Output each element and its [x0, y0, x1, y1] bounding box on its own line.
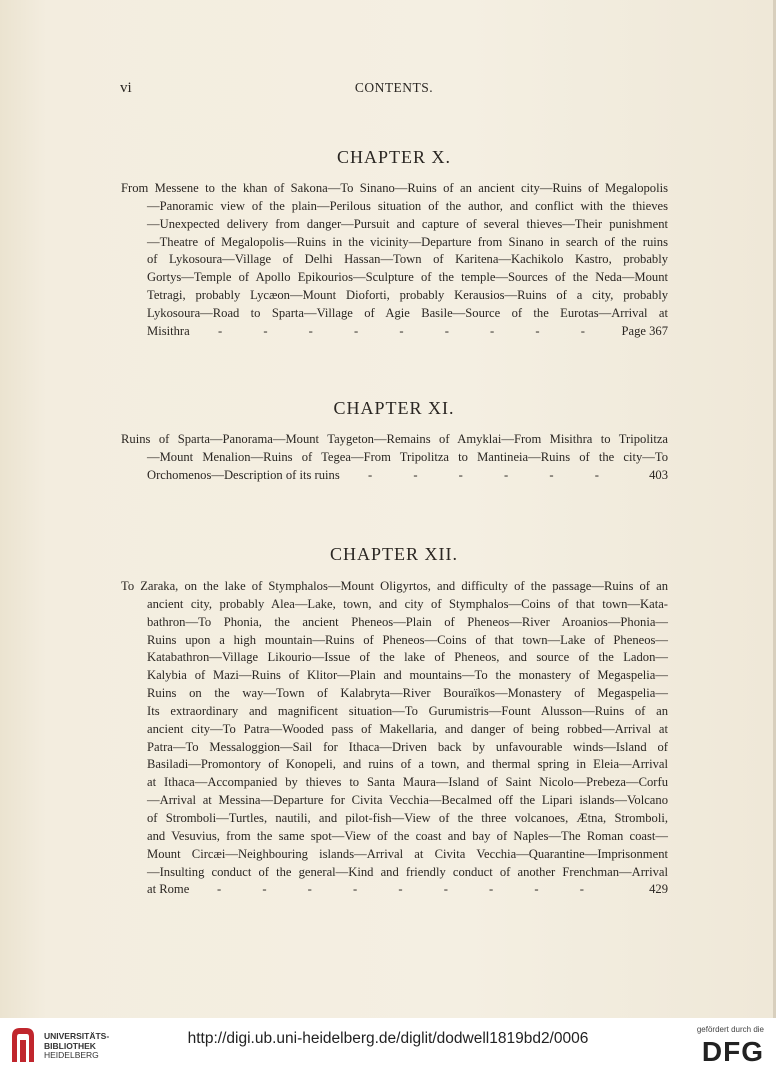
synopsis-line: at Ithaca—Accompanied by thieves to Santa Maura—Island of Saint Nicolo—Prebeza—Corfu: [147, 775, 668, 790]
synopsis-last-line: [121, 881, 668, 899]
funder-note: gefördert durch die: [696, 1025, 764, 1034]
page-reference[interactable]: 403: [649, 467, 668, 482]
page-number: vi: [120, 80, 132, 96]
synopsis-line: at Rome: [147, 882, 190, 897]
synopsis-line: ancient city—To Patra—Wooded pass of Makellaria, and danger of being robbed—Arrival at: [147, 721, 668, 736]
chapter-synopsis: [121, 431, 668, 485]
running-head: [120, 80, 668, 102]
chapter-heading: CHAPTER XI.: [333, 398, 455, 418]
synopsis-line: —Arrival at Messina—Departure for Civita Vecchia—Becalmed off the Lipari islands—Volcano: [147, 793, 668, 808]
synopsis-line: Its extraordinary and magnificent situation—To Gurumistris—Fount Alusson—Ruins of an: [147, 703, 668, 718]
synopsis-line: of Stromboli—Turtles, nautili, and pilot-fish—View of the three volcanoes, Ætna, Stromboli,: [147, 810, 668, 825]
synopsis-line: —Unexpected delivery from danger—Pursuit and capture of several thieves—Their punishment: [147, 216, 668, 231]
synopsis-line: Patra—To Messaloggion—Sail for Ithaca—Driven back by unfavourable winds—Island of: [147, 739, 668, 754]
chapter-synopsis: [121, 578, 668, 899]
synopsis-line: From Messene to the khan of Sakona—To Sinano—Ruins of an ancient city—Ruins of Megalopolis: [121, 181, 668, 195]
synopsis-line: ancient city, probably Alea—Lake, town, and city of Stymphalos—Coins of that town—Kata-: [147, 596, 668, 611]
synopsis-line: Gortys—Temple of Apollo Epikourios—Sculpture of the temple—Sources of the Neda—Mount: [147, 270, 668, 285]
synopsis-line: bathron—To Phonia, the ancient Pheneos—Plain of Pheneos—River Aroanios—Phonia—: [147, 614, 668, 629]
dot-leader: - - - - - -: [368, 467, 599, 482]
chapter-synopsis: [121, 180, 668, 341]
synopsis-line: Misithra: [147, 323, 190, 338]
synopsis-line: —Insulting conduct of the general—Kind and friendly conduct of another Frenchman—Arrival: [147, 864, 668, 879]
institution-line-2: BIBLIOTHEK: [44, 1040, 96, 1051]
synopsis-last-line: [121, 467, 668, 485]
synopsis-last-line: [121, 323, 668, 341]
synopsis-line: Ruins upon a high mountain—Ruins of Pheneos—Coins of that town—Lake of Pheneos—: [147, 632, 668, 647]
synopsis-line: To Zaraka, on the lake of Stymphalos—Mount Oligyrtos, and difficulty of the passage—Ruins of an: [121, 579, 668, 593]
synopsis-line: Kalybia of Mazi—Ruins of Klitor—Plain and mountains—To the monastery of Megaspelia—: [147, 668, 668, 683]
synopsis-line: Ruins on the way—Town of Kalabryta—River Bouraïkos—Monastery of Megaspelia—: [147, 686, 668, 701]
running-title: CONTENTS.: [354, 80, 434, 95]
permalink-url[interactable]: http://digi.ub.uni-heidelberg.de/diglit/dodwell1819bd2/0006: [187, 1030, 589, 1047]
dfg-logo[interactable]: DFG: [701, 1036, 764, 1067]
page-reference[interactable]: Page 367: [621, 323, 668, 338]
institution-line-1: UNIVERSITÄTS-: [44, 1031, 110, 1041]
viewer-footer: [0, 1018, 776, 1073]
synopsis-line: Tetragi, probably Lycæon—Mount Dioforti, probably Kerausios—Ruins of a city, probably: [147, 288, 668, 303]
synopsis-line: Orchomenos—Description of its ruins: [147, 467, 340, 482]
dot-leader: - - - - - - - - -: [217, 882, 584, 897]
institution-line-3: HEIDELBERG: [44, 1050, 99, 1060]
chapter-heading: CHAPTER XII.: [330, 544, 458, 564]
synopsis-line: Ruins of Sparta—Panorama—Mount Taygeton—Remains of Amyklai—From Misithra to Tripolitza: [121, 432, 668, 446]
synopsis-line: of Lykosoura—Village of Delhi Hassan—Town of Karitena—Kachikolo Kastro, probably: [147, 252, 668, 267]
synopsis-line: and Vesuvius, from the same spot—View of the coast and bay of Naples—The Roman coast—: [147, 828, 668, 843]
chapter-heading: CHAPTER X.: [336, 147, 451, 167]
synopsis-line: —Theatre of Megalopolis—Ruins in the vicinity—Departure from Sinano in search of the ruins: [147, 234, 668, 249]
synopsis-line: Lykosoura—Road to Sparta—Village of Agie Basile—Source of the Eurotas—Arrival at: [147, 305, 668, 320]
synopsis-line: Mount Circæi—Neighbouring islands—Arrival at Civita Vecchia—Quarantine—Imprisonment: [147, 846, 668, 861]
dot-leader: - - - - - - - - -: [218, 323, 585, 338]
synopsis-line: —Mount Menalion—Ruins of Tegea—From Tripolitza to Mantineia—Ruins of the city—To: [147, 449, 668, 464]
synopsis-line: —Panoramic view of the plain—Perilous situation of the author, and conflict with the thieves: [147, 198, 668, 213]
page-reference[interactable]: 429: [649, 882, 668, 897]
synopsis-line: Katabathron—Village Likourio—Issue of the lake of Pheneos, and source of the Ladon—: [147, 650, 668, 665]
synopsis-line: Basiladi—Promontory of Konopeli, and ruins of a town, and thermal spring in Eleia—Arrival: [147, 757, 668, 772]
